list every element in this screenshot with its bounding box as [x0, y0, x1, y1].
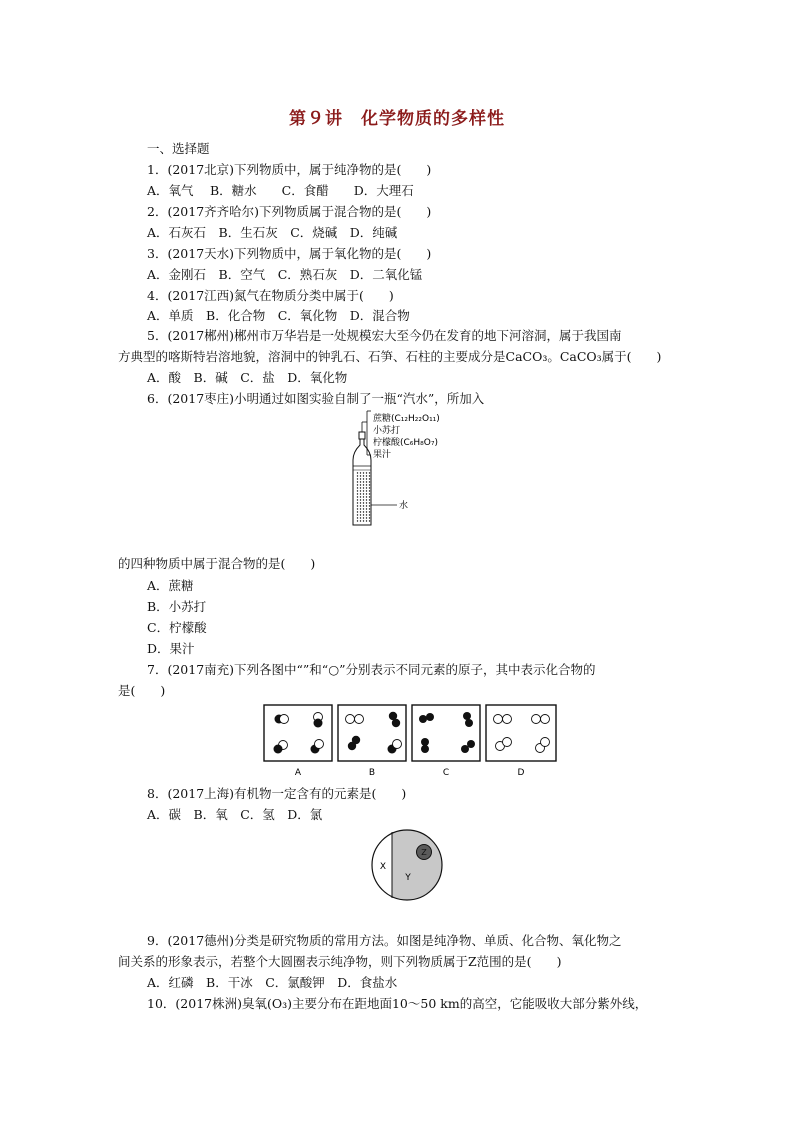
q1-stem: 1．(2017北京)下列物质中，属于纯净物的是( ) — [147, 162, 432, 177]
bottle-label-sucrose: 蔗糖(C₁₂H₂₂O₁₁) — [373, 414, 440, 424]
q6-option-d: D．果汁 — [147, 641, 195, 656]
q4-options: A．单质 B．化合物 C．氧化物 D．混合物 — [147, 308, 410, 323]
q5-line2: 方典型的喀斯特岩溶地貌，溶洞中的钟乳石、石笋、石柱的主要成分是CaCO₃。CaCO₃属于( ) — [118, 349, 662, 364]
q7-line2: 是( ) — [118, 683, 166, 698]
q10-line1: 10．(2017株洲)臭氧(O₃)主要分布在距地面10～50 km的高空，它能吸收大部分紫外线， — [147, 996, 648, 1011]
bottle-figure — [345, 408, 465, 530]
bottle-label-water: 水 — [399, 501, 409, 511]
q9-line1: 9．(2017德州)分类是研究物质的常用方法。如图是纯净物、单质、化合物、氧化物之 — [147, 933, 622, 948]
q7-line1: 7．(2017南充)下列各图中“”和“○”分别表示不同元素的原子，其中表示化合物的 — [147, 662, 596, 677]
q6-option-c: C．柠檬酸 — [147, 620, 207, 635]
box-c — [412, 705, 480, 761]
box-label-b: B — [368, 768, 376, 778]
box-label-a: A — [294, 768, 302, 778]
molecule-boxes-figure — [262, 704, 562, 782]
page-title: 第９讲 化学物质的多样性 — [289, 109, 505, 129]
q6-option-b: B．小苏打 — [147, 599, 207, 614]
q3-stem: 3．(2017天水)下列物质中，属于氧化物的是( ) — [147, 246, 432, 261]
box-d — [486, 705, 556, 761]
q6-stem2: 的四种物质中属于混合物的是( ) — [118, 556, 316, 571]
q8-options: A．碳 B．氧 C．氢 D．氯 — [147, 807, 323, 822]
q4-stem: 4．(2017江西)氮气在物质分类中属于( ) — [147, 288, 394, 303]
section-heading: 一、选择题 — [147, 141, 210, 156]
q9-options: A．红磷 B．干冰 C．氯酸钾 D．食盐水 — [147, 975, 398, 990]
box-label-c: C — [442, 768, 450, 778]
venn-label-x: X — [379, 862, 387, 872]
box-a — [264, 705, 332, 761]
box-label-d: D — [517, 768, 525, 778]
q5-options: A．酸 B．碱 C．盐 D．氧化物 — [147, 370, 348, 385]
q3-options: A．金刚石 B．空气 C．熟石灰 D．二氧化锰 — [147, 267, 423, 282]
q5-line1: 5．(2017郴州)郴州市万华岩是一处规模宏大至今仍在发育的地下河溶洞，属于我国南 — [147, 328, 622, 343]
q9-line2: 间关系的形象表示，若整个大圆圈表示纯净物，则下列物质属于Z范围的是( ) — [118, 954, 562, 969]
q6-stem: 6．(2017枣庄)小明通过如图实验自制了一瓶“汽水”，所加入 — [147, 391, 485, 406]
venn-label-z: Z — [421, 848, 427, 857]
venn-label-y: Y — [405, 873, 411, 883]
q6-option-a: A．蔗糖 — [147, 578, 194, 593]
bottle-label-baking-soda: 小苏打 — [373, 426, 401, 436]
box-b — [338, 705, 406, 761]
bottle-label-juice: 果汁 — [373, 450, 392, 460]
q2-options: A．石灰石 B．生石灰 C．烧碱 D．纯碱 — [147, 225, 398, 240]
q8-stem: 8．(2017上海)有机物一定含有的元素是( ) — [147, 786, 407, 801]
classification-circle-figure — [370, 826, 450, 906]
q2-stem: 2．(2017齐齐哈尔)下列物质属于混合物的是( ) — [147, 204, 432, 219]
bottle-label-citric-acid: 柠檬酸(C₆H₈O₇) — [373, 438, 438, 448]
q1-options: A．氧气 B．糖水 C．食醋 D．大理石 — [147, 183, 414, 198]
